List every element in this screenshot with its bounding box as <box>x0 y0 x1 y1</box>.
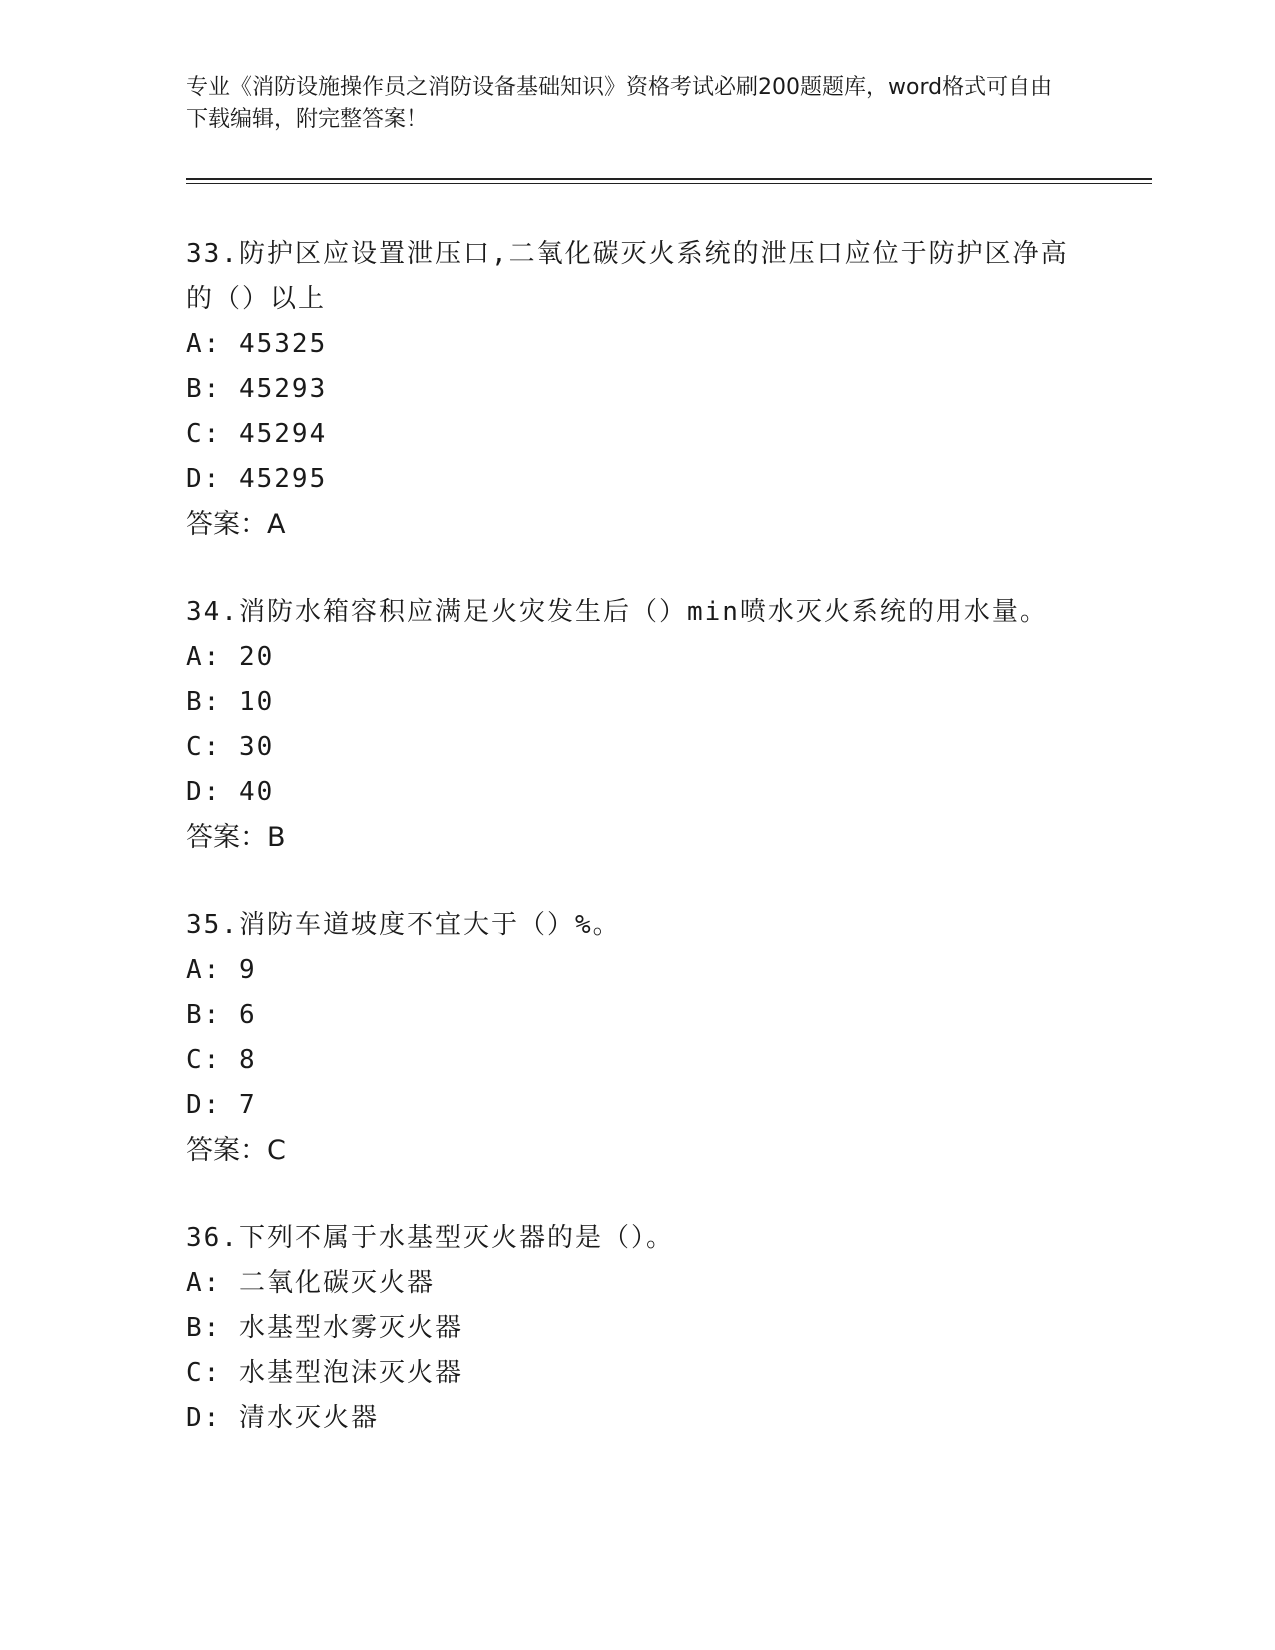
question-stem: 33.防护区应设置泄压口,二氧化碳灭火系统的泄压口应位于防护区净高的（）以上 <box>186 239 1069 314</box>
option-a: A: 9 <box>186 955 257 985</box>
option-c: C: 水基型泡沫灭火器 <box>186 1358 463 1388</box>
option-d: D: 45295 <box>186 464 328 494</box>
question-list <box>186 232 1086 1441</box>
question-spacer <box>186 548 1086 590</box>
question-36 <box>186 1216 1086 1441</box>
question-stem: 34.消防水箱容积应满足火灾发生后（）min喷水灭火系统的用水量。 <box>186 597 1048 627</box>
option-d: D: 7 <box>186 1090 257 1120</box>
answer: 答案：B <box>186 822 286 853</box>
question-spacer <box>186 1174 1086 1216</box>
answer: 答案：A <box>186 509 286 540</box>
answer: 答案：C <box>186 1135 286 1166</box>
question-34 <box>186 590 1086 861</box>
option-b: B: 45293 <box>186 374 328 404</box>
header-divider-thick <box>186 178 1152 180</box>
option-a: A: 二氧化碳灭火器 <box>186 1268 435 1298</box>
option-a: A: 20 <box>186 642 275 672</box>
option-b: B: 水基型水雾灭火器 <box>186 1313 463 1343</box>
question-stem: 35.消防车道坡度不宜大于（）%。 <box>186 910 621 940</box>
option-d: D: 40 <box>186 777 275 807</box>
header-divider-thin <box>186 183 1152 184</box>
option-d: D: 清水灭火器 <box>186 1403 379 1433</box>
question-spacer <box>186 861 1086 903</box>
document-header: 专业《消防设施操作员之消防设备基础知识》资格考试必刷200题题库，word格式可自由下载编辑，附完整答案！ <box>186 75 1053 132</box>
question-stem: 36.下列不属于水基型灭火器的是（）。 <box>186 1223 674 1253</box>
option-b: B: 6 <box>186 1000 257 1030</box>
option-a: A: 45325 <box>186 329 328 359</box>
option-c: C: 45294 <box>186 419 328 449</box>
question-35 <box>186 903 1086 1174</box>
option-c: C: 8 <box>186 1045 257 1075</box>
option-c: C: 30 <box>186 732 275 762</box>
question-33 <box>186 232 1086 548</box>
option-b: B: 10 <box>186 687 275 717</box>
